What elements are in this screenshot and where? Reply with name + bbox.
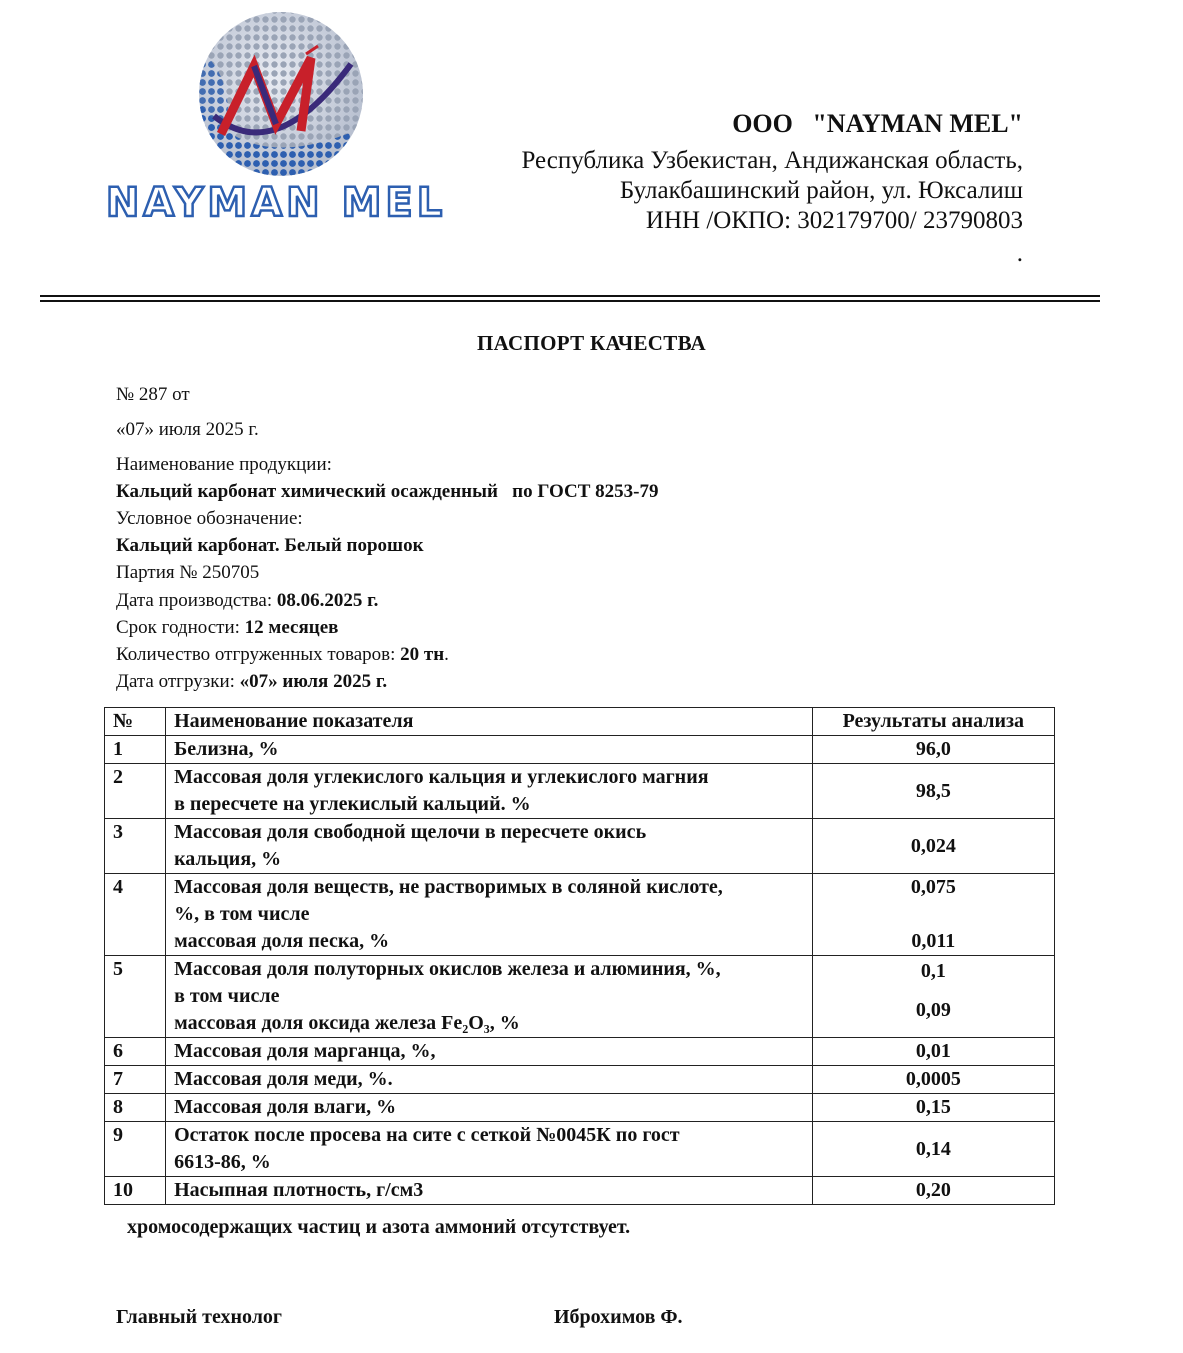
table-row (105, 736, 1055, 764)
row-result: 0,024 (812, 819, 1054, 874)
row-number: 5 (105, 956, 166, 1038)
company-inn-okpo: ИНН /ОКПО: 302179700/ 23790803 (645, 207, 1023, 234)
row-result: 0,15 (812, 1094, 1054, 1122)
indicator-line: в пересчете на углекислый кальций. % (174, 793, 531, 815)
logo-wordmark: NAYMAN MEL (105, 180, 447, 226)
passport-number: № 287 от (116, 384, 190, 405)
row-result (812, 956, 1054, 1038)
indicator-line: Массовая доля углекислого кальция и углекислого магния (174, 766, 709, 788)
row-result: 0,0005 (812, 1066, 1054, 1094)
designation-label: Условное обозначение: (116, 508, 303, 529)
company-address-line2: Булакбашинский район, ул. Юксалиш (619, 177, 1023, 204)
indicator-line: кальция, % (174, 848, 282, 870)
shipped-quantity-suffix: . (444, 644, 449, 665)
passport-date: «07» июля 2025 г. (116, 419, 259, 440)
row-indicator: Массовая доля марганца, %, (166, 1038, 813, 1066)
column-header-indicator: Наименование показателя (166, 708, 813, 736)
result-value: 0,09 (915, 999, 951, 1021)
company-name: ООО "NAYMAN MEL" (732, 109, 1023, 138)
designation-value: Кальций карбонат. Белый порошок (116, 535, 424, 556)
column-header-result: Результаты анализа (812, 708, 1054, 736)
row-number: 9 (105, 1122, 166, 1177)
indicator-line: Массовая доля свободной щелочи в пересчете окись (174, 821, 647, 843)
shipped-quantity (116, 644, 449, 666)
shipped-quantity-value: 20 тн (400, 644, 445, 665)
row-indicator (166, 1122, 813, 1177)
indicator-line: массовая доля песка, % (174, 930, 390, 952)
indicator-line: %, в том числе (174, 903, 310, 925)
shelf-life-label: Срок годности: (116, 617, 245, 638)
row-indicator (166, 956, 813, 1038)
row-result: 96,0 (812, 736, 1054, 764)
result-value: 0,075 (910, 876, 956, 898)
row-result: 0,14 (812, 1122, 1054, 1177)
row-number: 7 (105, 1066, 166, 1094)
logo-globe-icon (105, 6, 447, 228)
row-indicator: Белизна, % (166, 736, 813, 764)
row-result: 0,01 (812, 1038, 1054, 1066)
production-date (116, 590, 378, 612)
column-header-number: № (105, 708, 166, 736)
shipment-date (116, 671, 387, 693)
table-row (105, 956, 1055, 1038)
table-row (105, 1177, 1055, 1205)
header-divider-bottom (40, 300, 1100, 302)
row-number: 2 (105, 764, 166, 819)
row-number: 1 (105, 736, 166, 764)
row-number: 10 (105, 1177, 166, 1205)
row-result (812, 874, 1054, 956)
table-row (105, 764, 1055, 819)
product-name: Кальций карбонат химический осажденный по ГОСТ 8253-79 (116, 481, 659, 502)
production-date-label: Дата производства: (116, 590, 277, 611)
shipment-date-label: Дата отгрузки: (116, 671, 240, 692)
row-indicator: Насыпная плотность, г/см3 (166, 1177, 813, 1205)
product-label: Наименование продукции: (116, 454, 332, 475)
shelf-life-value: 12 месяцев (244, 617, 339, 638)
row-number: 3 (105, 819, 166, 874)
shipped-quantity-label: Количество отгруженных товаров: (116, 644, 401, 665)
indicator-line: 6613-86, % (174, 1151, 271, 1173)
table-row (105, 1094, 1055, 1122)
company-logo (105, 6, 447, 228)
analysis-results-table (104, 707, 1055, 1205)
batch-number: Партия № 250705 (116, 562, 260, 583)
row-indicator (166, 819, 813, 874)
header-divider-top (40, 295, 1100, 297)
signatory-name: Иброхимов Ф. (554, 1306, 683, 1328)
absence-note: хромосодержащих частиц и азота аммоний отсутствует. (127, 1216, 631, 1238)
row-indicator: Массовая доля меди, %. (166, 1066, 813, 1094)
table-header-row (105, 708, 1055, 736)
table-row (105, 1122, 1055, 1177)
row-indicator (166, 874, 813, 956)
header-dot: . (1016, 240, 1023, 267)
indicator-line: Остаток после просева на сите с сеткой №0045К по гост (174, 1124, 680, 1146)
row-result: 98,5 (812, 764, 1054, 819)
row-number: 6 (105, 1038, 166, 1066)
indicator-line: Массовая доля веществ, не растворимых в соляной кислоте, (174, 876, 723, 898)
indicator-line: Массовая доля полуторных окислов железа и алюминия, %, (174, 958, 721, 980)
table-row (105, 874, 1055, 956)
row-indicator: Массовая доля влаги, % (166, 1094, 813, 1122)
result-value: 0,011 (911, 930, 956, 952)
row-indicator (166, 764, 813, 819)
shelf-life (116, 617, 338, 639)
row-number: 8 (105, 1094, 166, 1122)
row-result: 0,20 (812, 1177, 1054, 1205)
table-row (105, 819, 1055, 874)
indicator-line: массовая доля оксида железа Fe₂O₃, % (174, 1012, 520, 1034)
document-title: ПАСПОРТ КАЧЕСТВА (476, 331, 707, 355)
shipment-date-value: «07» июля 2025 г. (239, 671, 388, 692)
table-row (105, 1066, 1055, 1094)
production-date-value: 08.06.2025 г. (276, 590, 379, 611)
signatory-role: Главный технолог (116, 1306, 283, 1328)
indicator-line: в том числе (174, 985, 280, 1007)
result-value: 0,1 (920, 960, 946, 982)
table-row (105, 1038, 1055, 1066)
company-address-line1: Республика Узбекистан, Андижанская область, (521, 147, 1023, 174)
row-number: 4 (105, 874, 166, 956)
